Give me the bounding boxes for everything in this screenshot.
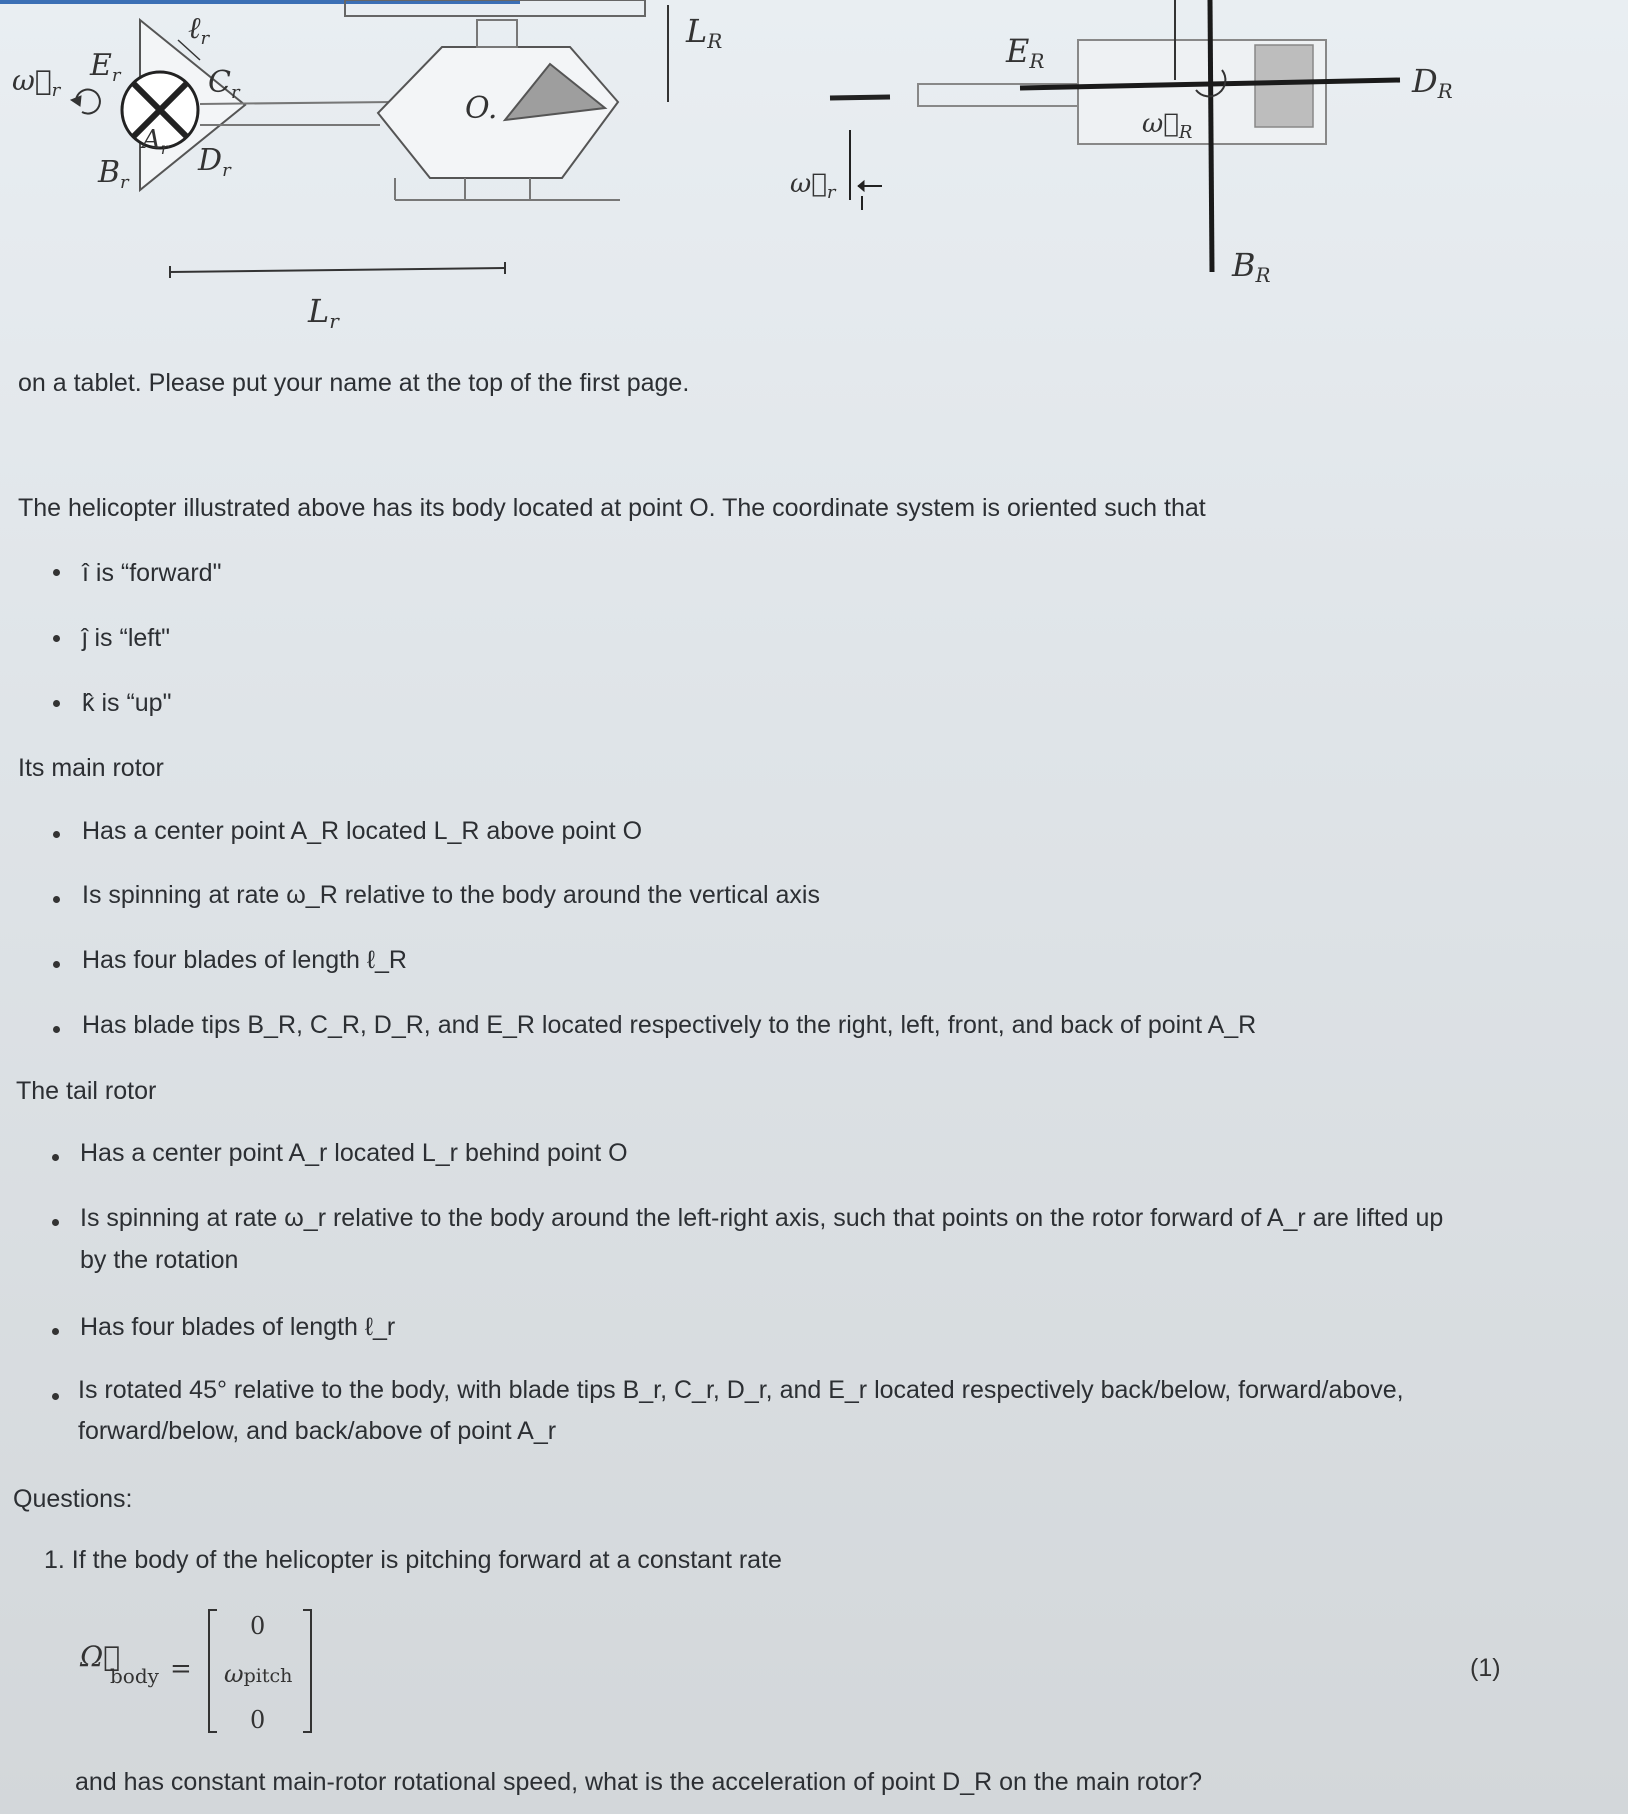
L-r-dimension — [170, 268, 505, 272]
bullet — [53, 896, 60, 903]
label-E-r: $E_r$ — [90, 48, 121, 86]
intro-text: The helicopter illustrated above has its body located at point O. The coordinate system is oriented such that — [18, 494, 1206, 522]
label-omega-r-left: $\omega⃗_r$ — [12, 64, 61, 101]
label-C-r: $C_r$ — [208, 65, 240, 103]
equals-sign: = — [170, 1654, 192, 1684]
tail-rotor-blade-top — [830, 97, 890, 98]
helicopter-diagram — [0, 0, 1628, 360]
tail-rotation-arrowhead-icon — [71, 96, 81, 106]
tail-rotor-heading: The tail rotor — [16, 1077, 157, 1105]
main-rotor-heading: Its main rotor — [18, 754, 164, 782]
bullet — [52, 1393, 59, 1400]
label-D-R: DR — [1412, 62, 1453, 103]
bullet — [53, 700, 60, 707]
intro-tail-text: on a tablet. Please put your name at the top of the first page. — [18, 369, 690, 397]
label-L-R: LR — [686, 12, 723, 53]
tail-rotor-item: Has four blades of length ℓ_r — [80, 1313, 396, 1341]
axis-j: ĵ is “left" — [82, 624, 171, 652]
matrix-row-1: 0 — [250, 1612, 266, 1640]
label-O: O. — [465, 91, 498, 126]
label-omega-r-right: $\omega⃗_r$ — [790, 169, 836, 203]
question-1-tail: and has constant main-rotor rotational speed, what is the acceleration of point D_R on the main rotor? — [75, 1768, 1203, 1796]
bullet — [53, 635, 60, 642]
bullet — [52, 1154, 59, 1161]
label-B-r: $B_r$ — [98, 155, 129, 193]
label-L-r: Lr — [308, 292, 339, 333]
main-blade-vertical — [1210, 0, 1212, 272]
equation-number: (1) — [1470, 1654, 1501, 1682]
label-ell-r: ℓ$_r$ — [188, 11, 210, 49]
bullet — [52, 1328, 59, 1335]
tail-rotor-item: Is spinning at rate ω_r relative to the body around the left-right axis, such that points on the rotor forward of A_r are lifted up — [80, 1204, 1444, 1232]
tail-rotor-item: Has a center point A_r located L_r behind point O — [80, 1139, 628, 1167]
bullet — [52, 1219, 59, 1226]
main-rotor-item: Has blade tips B_R, C_R, D_R, and E_R located respectively to the right, left, front, and back of point A_R — [82, 1011, 1257, 1039]
tail-rotor-item: Is rotated 45° relative to the body, with blade tips B_r, C_r, D_r, and E_r located respectively back/below, forward/above, — [78, 1376, 1404, 1404]
helicopter-body — [378, 20, 620, 200]
cockpit-top — [1255, 45, 1313, 127]
question-1: 1. If the body of the helicopter is pitching forward at a constant rate — [44, 1546, 782, 1574]
bullet — [53, 1026, 60, 1033]
label-D-r: $D_r$ — [198, 143, 231, 181]
matrix-row-2: ωpitch — [224, 1660, 293, 1688]
axis-k: k̂ is “up" — [82, 689, 172, 717]
matrix-row-3: 0 — [250, 1706, 266, 1734]
main-rotor-top-view — [830, 0, 1400, 272]
bullet — [53, 831, 60, 838]
axis-i: î is “forward" — [82, 559, 222, 587]
main-rotor-item: Is spinning at rate ω_R relative to the body around the vertical axis — [82, 881, 820, 909]
tail-rotor-item-cont: forward/below, and back/above of point A_r — [78, 1417, 557, 1445]
tail-rotor-item-cont: by the rotation — [80, 1246, 239, 1274]
label-A-r: $A_r$ — [142, 125, 169, 158]
bullet — [53, 961, 60, 968]
bullet — [53, 569, 60, 576]
main-rotor-item: Has a center point A_R located L_R above point O — [82, 817, 643, 845]
label-omega-R: $\omega⃗_R$ — [1142, 109, 1193, 143]
questions-heading: Questions: — [13, 1485, 133, 1513]
omega-body-subscript: body — [110, 1664, 159, 1688]
label-B-R: BR — [1232, 246, 1271, 287]
omega-body-symbol: Ω⃗ — [80, 1640, 121, 1673]
label-E-R: ER — [1006, 32, 1045, 73]
main-rotor-item: Has four blades of length ℓ_R — [82, 946, 407, 974]
